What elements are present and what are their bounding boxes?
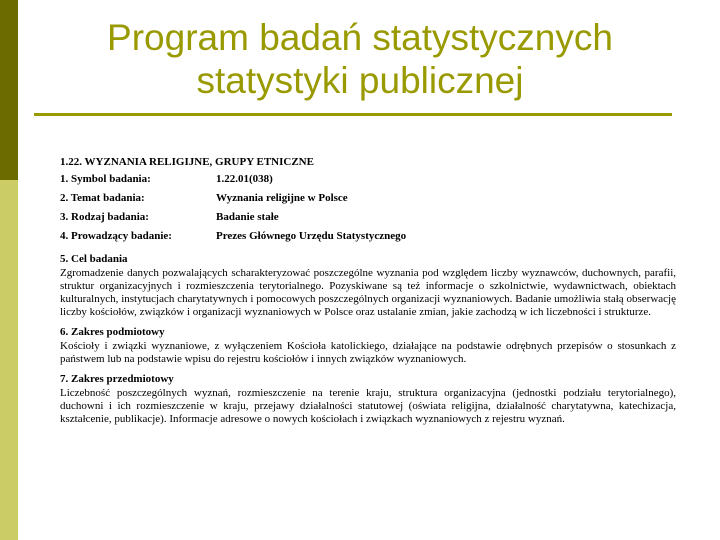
section-title-zakres-podmiotowy: 6. Zakres podmiotowy bbox=[60, 326, 165, 338]
field-row bbox=[60, 170, 676, 189]
accent-bar-dark bbox=[0, 0, 18, 180]
field-label: 1. Symbol badania: bbox=[60, 173, 151, 185]
document-heading: 1.22. WYZNANIA RELIGIJNE, GRUPY ETNICZNE bbox=[60, 156, 314, 168]
field-value: Badanie stałe bbox=[216, 211, 279, 223]
section-text-zakres-podmiotowy: Kościoły i związki wyznaniowe, z wyłączeniem Kościoła katolickiego, działające na podstawie odrębnych przepisów o stosunkach z państwem lub na podstawie wpisu do rejestru kościołów i innych związków wyznaniowych. bbox=[60, 340, 676, 365]
document-excerpt bbox=[60, 155, 676, 426]
section-title-zakres-przedmiotowy: 7. Zakres przedmiotowy bbox=[60, 373, 174, 385]
slide-title-line-2: statystyki publicznej bbox=[196, 60, 524, 101]
slide-title-line-1: Program badań statystycznych bbox=[107, 17, 613, 58]
title-underline bbox=[34, 113, 672, 116]
field-value: Prezes Głównego Urzędu Statystycznego bbox=[216, 230, 407, 242]
section-text-zakres-przedmiotowy: Liczebność poszczególnych wyznań, rozmieszczenie na terenie kraju, struktura organizacyjna (jednostki podziału terytorialnego), duchowni i ich rozmieszczenie w kraju, przejawy działalności statutowej (oświata religijna, działalność charytatywna, katechizacja, kształcenie, publikacje). Informacje adresowe o nowych kościołach i związkach wyznaniowych z rejestru wyznań. bbox=[60, 387, 676, 425]
field-label: 2. Temat badania: bbox=[60, 192, 145, 204]
slide-title bbox=[40, 16, 680, 102]
field-value: 1.22.01(038) bbox=[216, 173, 273, 185]
field-row bbox=[60, 227, 676, 246]
field-value: Wyznania religijne w Polsce bbox=[216, 192, 348, 204]
field-row bbox=[60, 208, 676, 227]
section-text-cel: Zgromadzenie danych pozwalających scharakteryzować poszczególne wyznania pod względem liczby wyznawców, duchownych, parafii, struktur organizacyjnych i rozmieszczenia terytorialnego. Pozyskiwane są też informacje o szkolnictwie, wydawnictwach, obiektach kulturalnych, instytucjach charytatywnych i pomocowych poszczególnych organizacji wyznaniowych. Badanie umożliwia stałą obserwację liczby kościołów, związków i organizacji wyznaniowych w Polsce oraz ustalanie zmian, jakie zachodzą w ich liczebności i strukturze. bbox=[60, 267, 676, 318]
field-label: 3. Rodzaj badania: bbox=[60, 211, 149, 223]
field-label: 4. Prowadzący badanie: bbox=[60, 230, 172, 242]
accent-bar-light bbox=[0, 180, 18, 540]
field-row bbox=[60, 189, 676, 208]
section-title-cel: 5. Cel badania bbox=[60, 253, 128, 265]
